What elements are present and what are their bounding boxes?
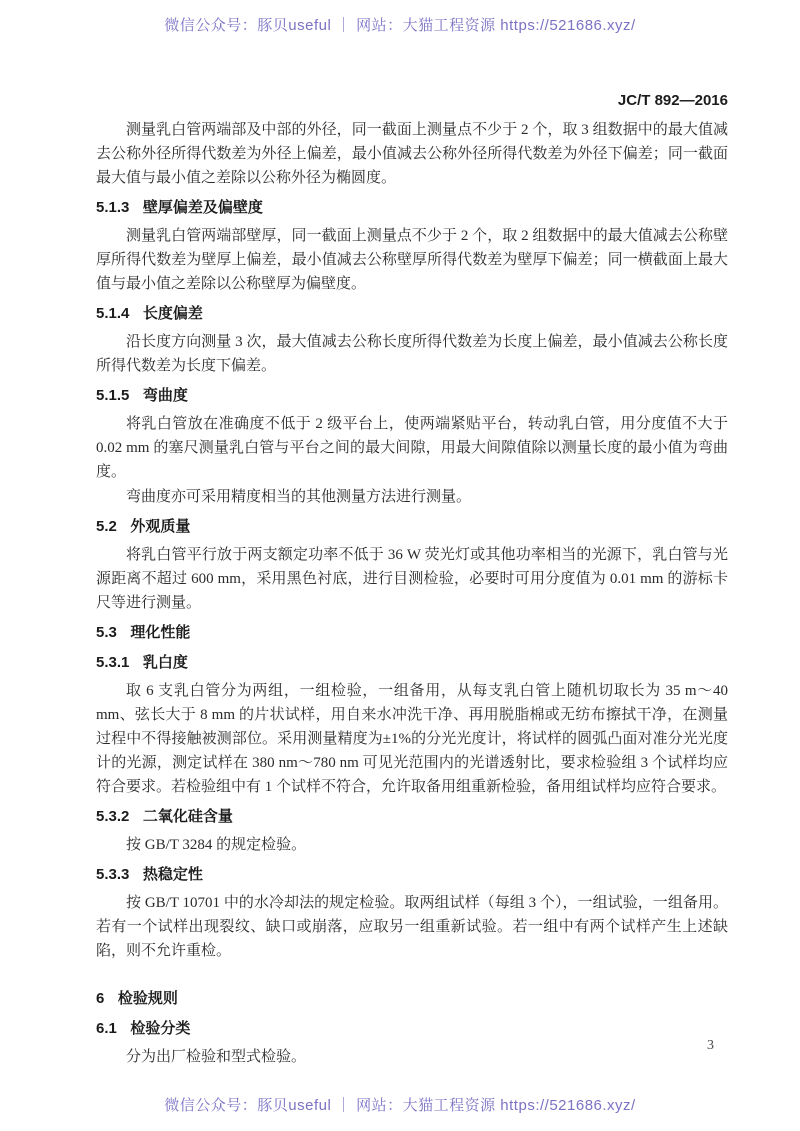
paragraph: 沿长度方向测量 3 次，最大值减去公称长度所得代数差为长度上偏差，最小值减去公称长度所得代数差为长度下偏差。 bbox=[96, 334, 728, 374]
section-heading bbox=[96, 621, 728, 645]
page-number: 3 bbox=[707, 1038, 714, 1053]
doc-number: JC/T 892—2016 bbox=[617, 92, 728, 109]
watermark-top bbox=[0, 14, 800, 35]
paragraph: 弯曲度亦可采用精度相当的其他测量方法进行测量。 bbox=[126, 489, 472, 505]
section-number: 5.3.2 bbox=[96, 808, 130, 825]
paragraph: 按 GB/T 10701 中的水冷却法的规定检验。取两组试样（每组 3 个），一组试验，一组备用。若有一个试样出现裂纹、缺口或崩落，应取另一组重新试验。若一组中有两个试样产生上述缺陷，则不允许重检。 bbox=[96, 895, 728, 959]
section-title: 长度偏差 bbox=[142, 305, 203, 322]
paragraph: 分为出厂检验和型式检验。 bbox=[126, 1049, 307, 1065]
section-number: 5.2 bbox=[96, 518, 117, 535]
paragraph: 测量乳白管两端部壁厚，同一截面上测量点不少于 2 个，取 2 组数据中的最大值减去公称壁厚所得代数差为壁厚上偏差，最小值减去公称壁厚所得代数差为壁厚下偏差；同一横截面上最大值与最小值之差除以公称壁厚为偏壁度。 bbox=[96, 228, 728, 292]
section-title: 乳白度 bbox=[142, 654, 188, 671]
section-number: 5.3.3 bbox=[96, 866, 130, 883]
watermark-bottom bbox=[0, 1094, 800, 1115]
section-number: 5.3 bbox=[96, 624, 117, 641]
watermark-text: 微信公众号：豚贝useful ｜ 网站：大猫工程资源 bbox=[164, 17, 501, 34]
paragraph: 取 6 支乳白管分为两组，一组检验，一组备用，从每支乳白管上随机切取长为 35 m～40 mm、弦长大于 8 mm 的片状试样，用自来水冲洗干净、再用脱脂棉或无纺布擦拭干净，在测量过程中不得接触被测部位。采用测量精度为±1%的分光光度计，将试样的圆弧凸面对准分光光度计的光源，测定试样在 380 nm～780 nm 可见光范围内的光谱透射比，要求检验组 3 个试样均应符合要求。若检验组中有 1 个试样不符合，允许取备用组重新检验，备用组试样均应符合要求。 bbox=[96, 683, 728, 795]
document-body bbox=[96, 118, 728, 1070]
section-title: 二氧化硅含量 bbox=[142, 808, 233, 825]
section-heading bbox=[96, 302, 728, 326]
section-heading bbox=[96, 384, 728, 408]
section-number: 5.1.3 bbox=[96, 199, 130, 216]
section-heading bbox=[96, 196, 728, 220]
section-title: 热稳定性 bbox=[142, 866, 203, 883]
watermark-link[interactable]: https://521686.xyz/ bbox=[500, 17, 636, 34]
paragraph: 将乳白管平行放于两支额定功率不低于 36 W 荧光灯或其他功率相当的光源下，乳白管与光源距离不超过 600 mm，采用黑色衬底，进行目测检验，必要时可用分度值为 0.01 mm 的游标卡尺等进行测量。 bbox=[96, 547, 728, 611]
watermark-link[interactable]: https://521686.xyz/ bbox=[500, 1097, 636, 1114]
paragraph: 按 GB/T 3284 的规定检验。 bbox=[126, 837, 307, 853]
section-title: 检验规则 bbox=[117, 990, 178, 1007]
section-heading bbox=[96, 863, 728, 887]
section-title: 外观质量 bbox=[130, 518, 191, 535]
section-title: 壁厚偏差及偏壁度 bbox=[142, 199, 263, 216]
section-title: 理化性能 bbox=[130, 624, 191, 641]
watermark-text: 微信公众号：豚贝useful ｜ 网站：大猫工程资源 bbox=[164, 1097, 501, 1114]
section-number: 5.3.1 bbox=[96, 654, 130, 671]
section-title: 弯曲度 bbox=[142, 387, 188, 404]
section-number: 6 bbox=[96, 990, 105, 1007]
section-heading bbox=[96, 987, 728, 1011]
section-number: 5.1.4 bbox=[96, 305, 130, 322]
section-heading bbox=[96, 805, 728, 829]
section-number: 5.1.5 bbox=[96, 387, 130, 404]
section-heading bbox=[96, 515, 728, 539]
section-title: 检验分类 bbox=[130, 1020, 191, 1037]
section-heading bbox=[96, 651, 728, 675]
paragraph: 将乳白管放在准确度不低于 2 级平台上，使两端紧贴平台，转动乳白管，用分度值不大于 0.02 mm 的塞尺测量乳白管与平台之间的最大间隙，用最大间隙值除以测量长度的最小值为弯曲度。 bbox=[96, 416, 728, 480]
section-heading bbox=[96, 1017, 728, 1041]
section-number: 6.1 bbox=[96, 1020, 117, 1037]
paragraph: 测量乳白管两端部及中部的外径，同一截面上测量点不少于 2 个，取 3 组数据中的最大值减去公称外径所得代数差为外径上偏差，最小值减去公称外径所得代数差为外径下偏差；同一截面最大值与最小值之差除以公称外径为椭圆度。 bbox=[96, 122, 728, 186]
